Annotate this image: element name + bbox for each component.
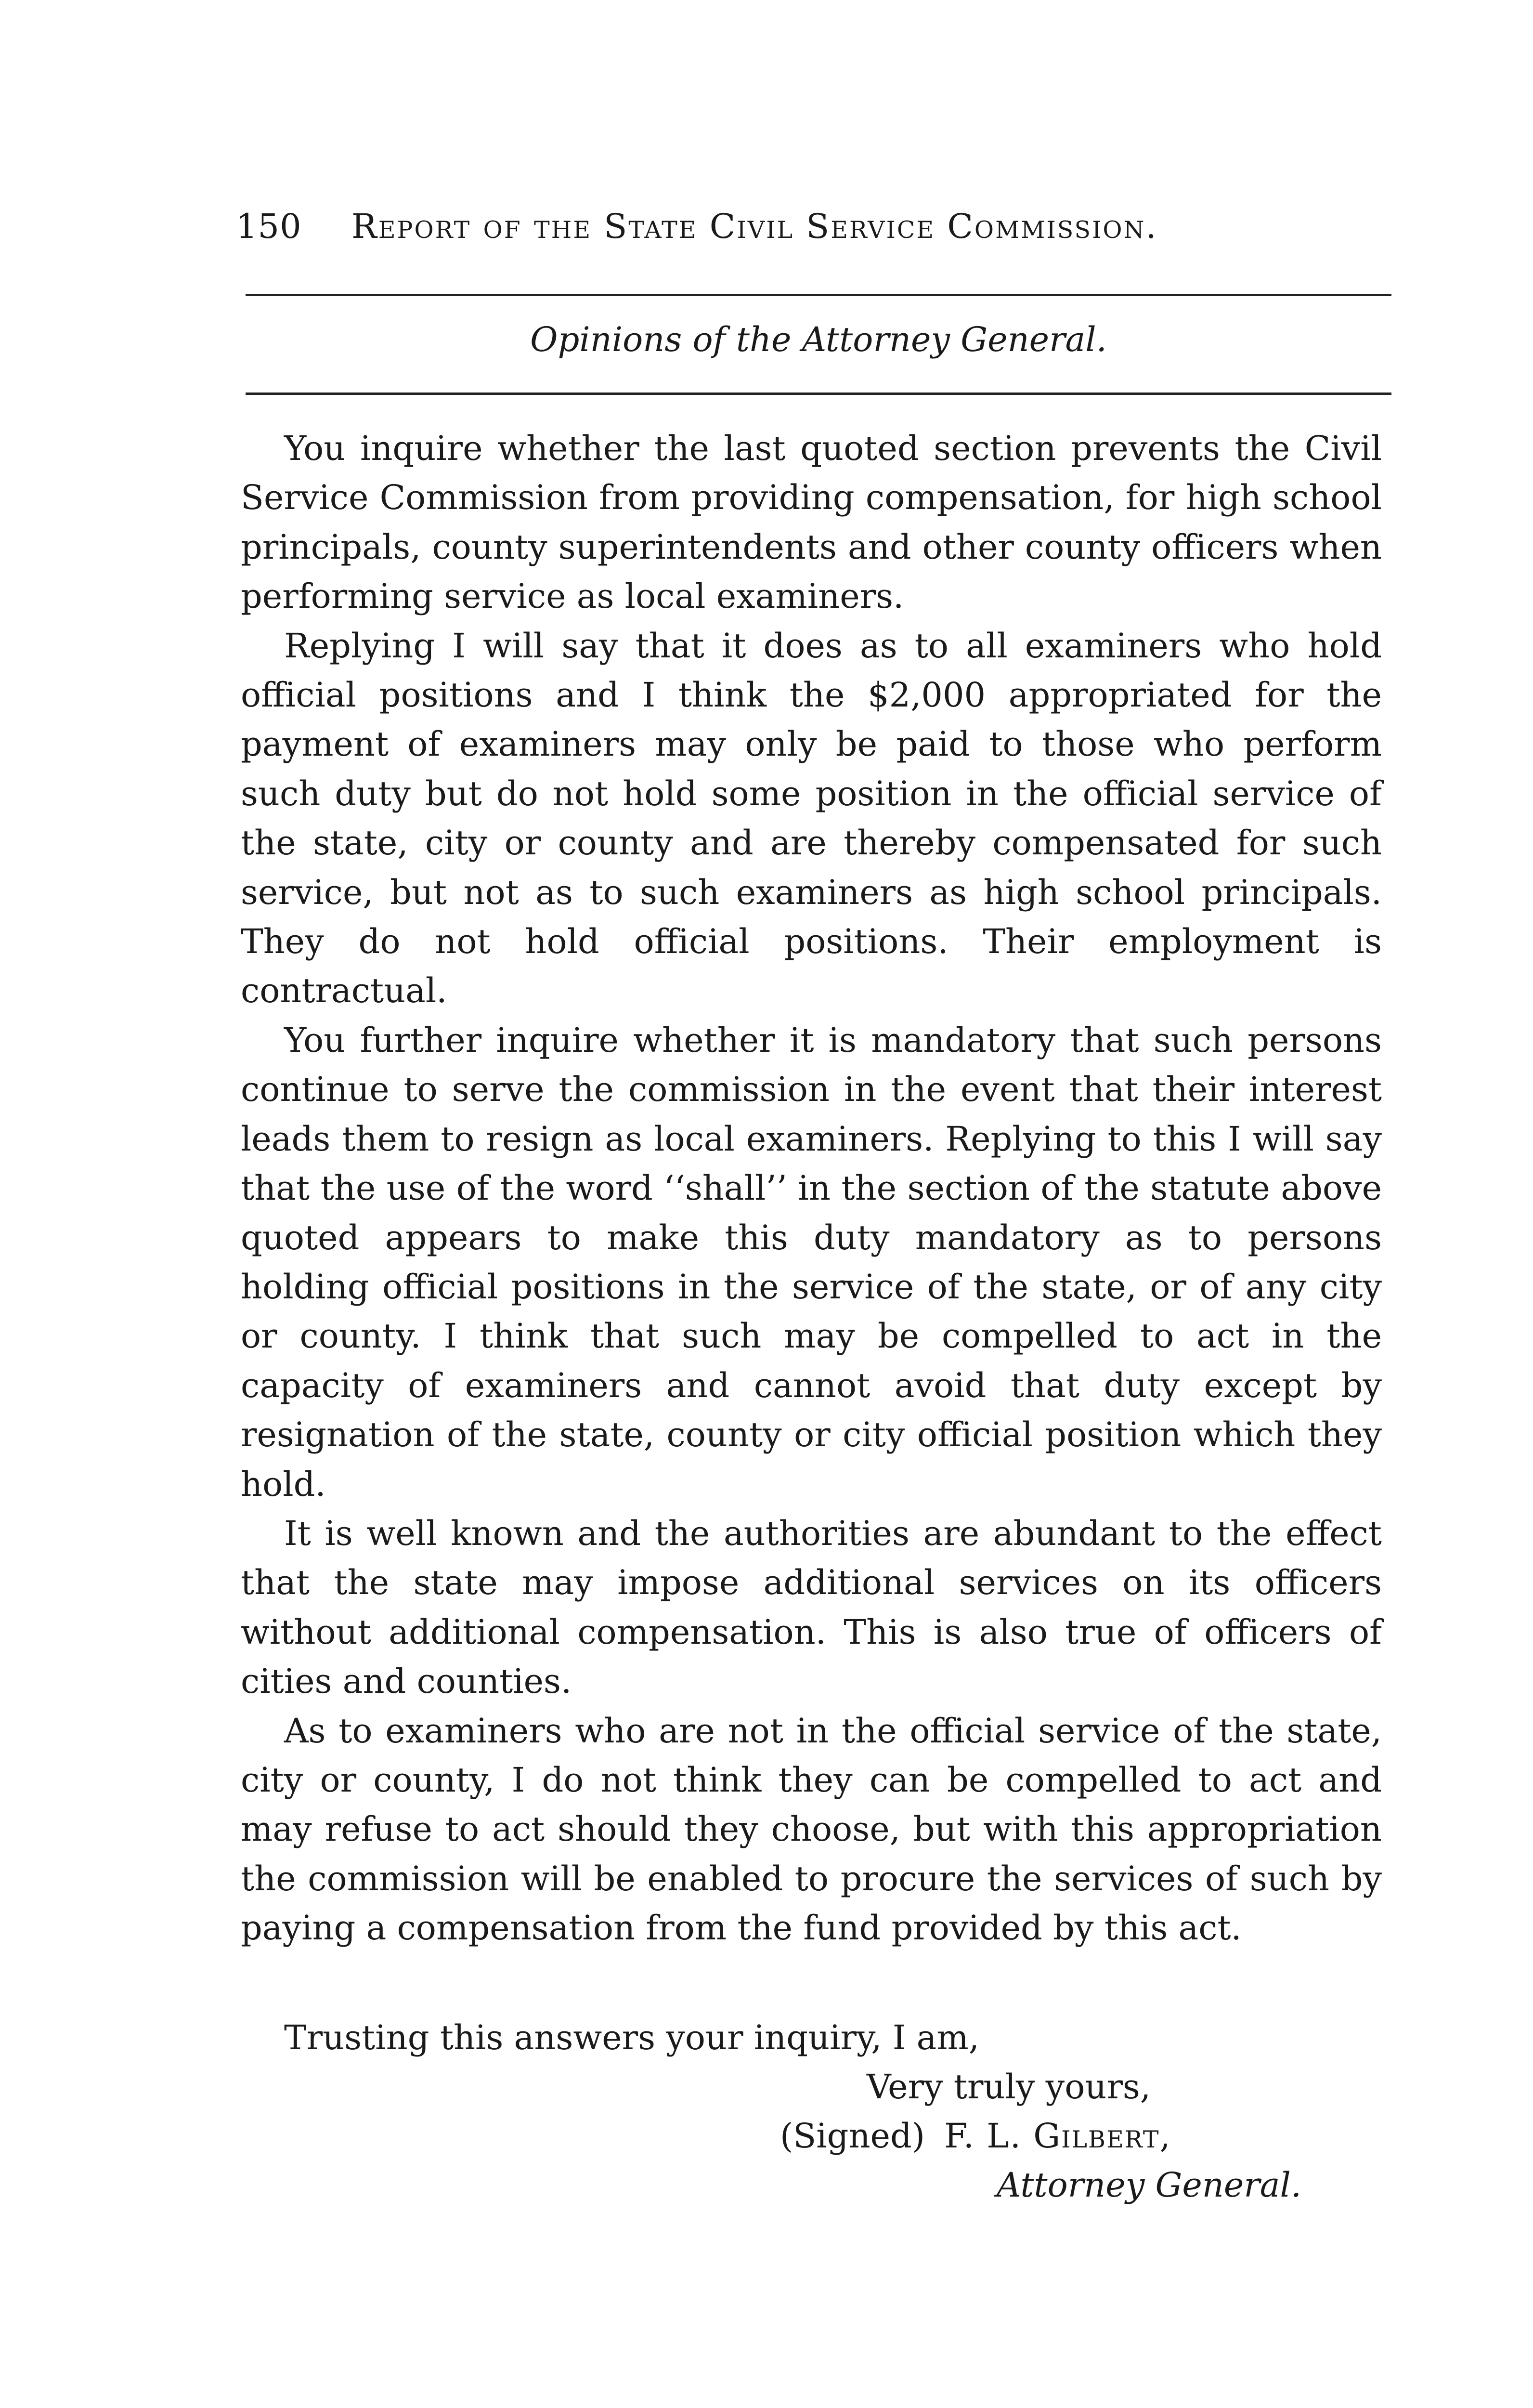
paragraph-mandatory-service: You further inquire whether it is mandatory that such persons continue to serve the commission in the event that their interest leads them to resign as local examiners. Replying to this I will say that the use of the word ‘‘shall’’ in the section of the statute above quoted appears to make this duty mandatory as to persons holding official positions in the service of the state, or of any city or county. I think that such may be compelled to act in the capacity of examiners and cannot avoid that duty except by resignation of the state, county or city official position which they hold. <box>241 1020 1382 1504</box>
running-head <box>236 200 1391 253</box>
signature-line <box>241 2111 1382 2160</box>
bottom-rule <box>246 393 1391 395</box>
signed-label: (Signed) <box>780 2116 925 2156</box>
paragraph-reply-examiners: Replying I will say that it does as to all examiners who hold official positions and I think the $2,000 appropriated for the payment of examiners may only be paid to those who perform such duty but do not hold some position in the official service of the state, city or county and are thereby compensated for such service, but not as to such examiners as high school principals. They do not hold official positions. Their employment is contractual. <box>241 626 1382 1011</box>
signer-name: F. L. Gilbert, <box>944 2116 1171 2156</box>
letter-closing <box>241 2013 1382 2210</box>
page-number: 150 <box>236 207 302 246</box>
running-title: Report of the State Civil Service Commission. <box>351 207 1158 246</box>
body-text <box>241 424 1382 1953</box>
signer-title: Attorney General. <box>997 2165 1302 2205</box>
paragraph-non-official-examiners: As to examiners who are not in the official service of the state, city or county, I do not think they can be compelled to act and may refuse to act should they choose, but with this appropriation the commission will be enabled to procure the services of such by paying a compensation from the fund provided by this act. <box>241 1711 1382 1948</box>
section-heading: Opinions of the Attorney General. <box>530 320 1107 359</box>
paragraph-inquiry: You inquire whether the last quoted section prevents the Civil Service Commission from providing compensation, for high school principals, county superintendents and other county officers when performing service as local examiners. <box>241 429 1382 616</box>
paragraph-additional-services: It is well known and the authorities are abundant to the effect that the state may impose additional services on its officers without additional compensation. This is also true of officers of cities and counties. <box>241 1513 1382 1701</box>
closing-trusting-line: Trusting this answers your inquiry, I am, <box>284 2018 980 2057</box>
top-rule <box>246 294 1391 296</box>
closing-sign-off: Very truly yours, <box>867 2067 1151 2107</box>
